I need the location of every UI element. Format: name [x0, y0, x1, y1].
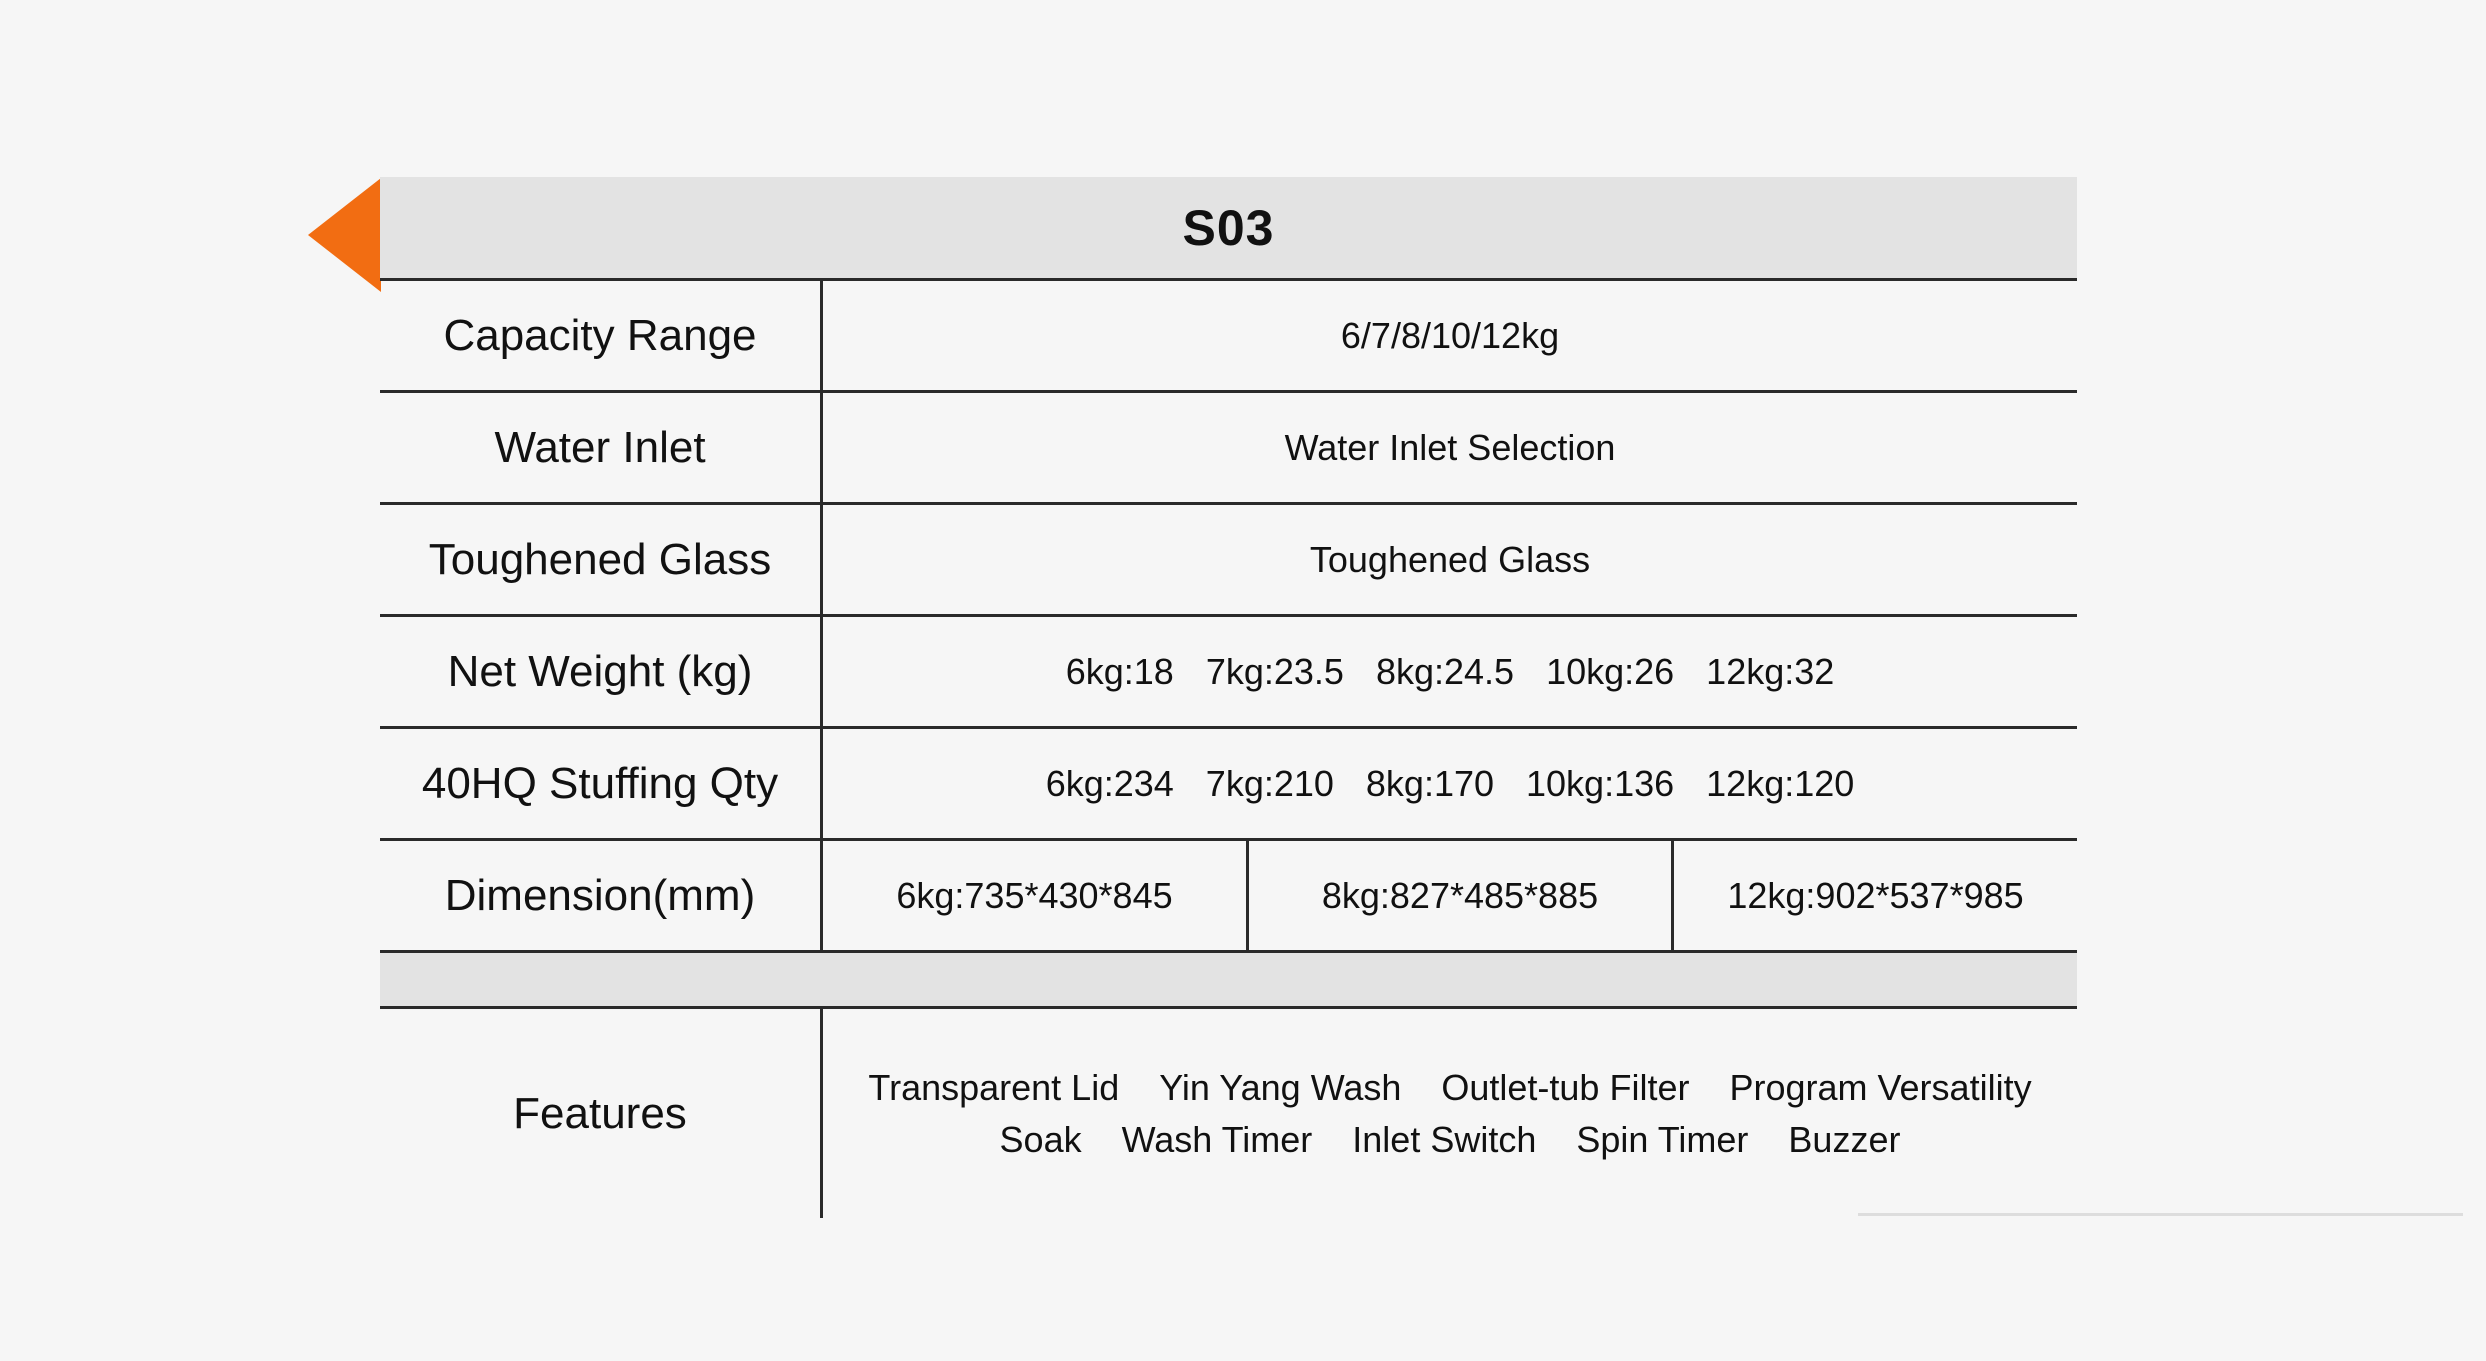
separator-band: [380, 953, 2077, 1009]
weight-value: 8kg:24.5: [1375, 650, 1515, 692]
spec-row-dimension: [380, 841, 2077, 953]
dimension-value: 6kg:735*430*845: [823, 841, 1249, 950]
spec-row-water-inlet: [380, 393, 2077, 505]
feature-item: Transparent Lid: [868, 1066, 1120, 1108]
spec-table: [380, 177, 2077, 1218]
spec-row-toughened-glass: [380, 505, 2077, 617]
row-value: [823, 729, 2077, 838]
row-label: Toughened Glass: [380, 505, 823, 614]
row-label: 40HQ Stuffing Qty: [380, 729, 823, 838]
divider-line: [1858, 1213, 2463, 1216]
row-label: Dimension(mm): [380, 841, 823, 950]
dimension-cells: [823, 841, 2077, 950]
spec-row-net-weight: [380, 617, 2077, 729]
stuffing-value: 10kg:136: [1526, 762, 1675, 804]
row-label: Features: [380, 1009, 823, 1218]
row-value: Toughened Glass: [1309, 538, 1591, 580]
dimension-value: 8kg:827*485*885: [1249, 841, 1674, 950]
model-title: S03: [380, 177, 2077, 281]
stuffing-value: 7kg:210: [1205, 762, 1334, 804]
row-value: Water Inlet Selection: [1284, 426, 1616, 468]
features-list: [823, 1009, 2077, 1218]
weight-value: 7kg:23.5: [1205, 650, 1344, 692]
feature-item: Program Versatility: [1729, 1066, 2032, 1108]
back-arrow-icon[interactable]: [308, 178, 381, 292]
weight-value: 12kg:32: [1706, 650, 1835, 692]
row-label: Net Weight (kg): [380, 617, 823, 726]
dimension-value: 12kg:902*537*985: [1727, 874, 2024, 916]
feature-item: Wash Timer: [1121, 1118, 1313, 1160]
spec-row-stuffing-qty: [380, 729, 2077, 841]
feature-item: Yin Yang Wash: [1159, 1066, 1402, 1108]
features-line-2: [980, 1114, 1921, 1166]
feature-item: Spin Timer: [1576, 1118, 1749, 1160]
row-value: [823, 617, 2077, 726]
stuffing-value: 12kg:120: [1706, 762, 1855, 804]
features-line-1: [848, 1062, 2051, 1114]
feature-item: Buzzer: [1788, 1118, 1901, 1160]
feature-item: Soak: [999, 1118, 1082, 1160]
weight-value: 6kg:18: [1065, 650, 1174, 692]
feature-item: Inlet Switch: [1352, 1118, 1537, 1160]
row-label: Water Inlet: [380, 393, 823, 502]
stuffing-value: 6kg:234: [1045, 762, 1174, 804]
stuffing-value: 8kg:170: [1365, 762, 1495, 804]
row-label: Capacity Range: [380, 281, 823, 390]
feature-item: Outlet-tub Filter: [1441, 1066, 1690, 1108]
weight-value: 10kg:26: [1546, 650, 1675, 692]
spec-row-capacity: [380, 281, 2077, 393]
row-value: 6/7/8/10/12kg: [1340, 314, 1560, 356]
spec-row-features: [380, 1009, 2077, 1218]
